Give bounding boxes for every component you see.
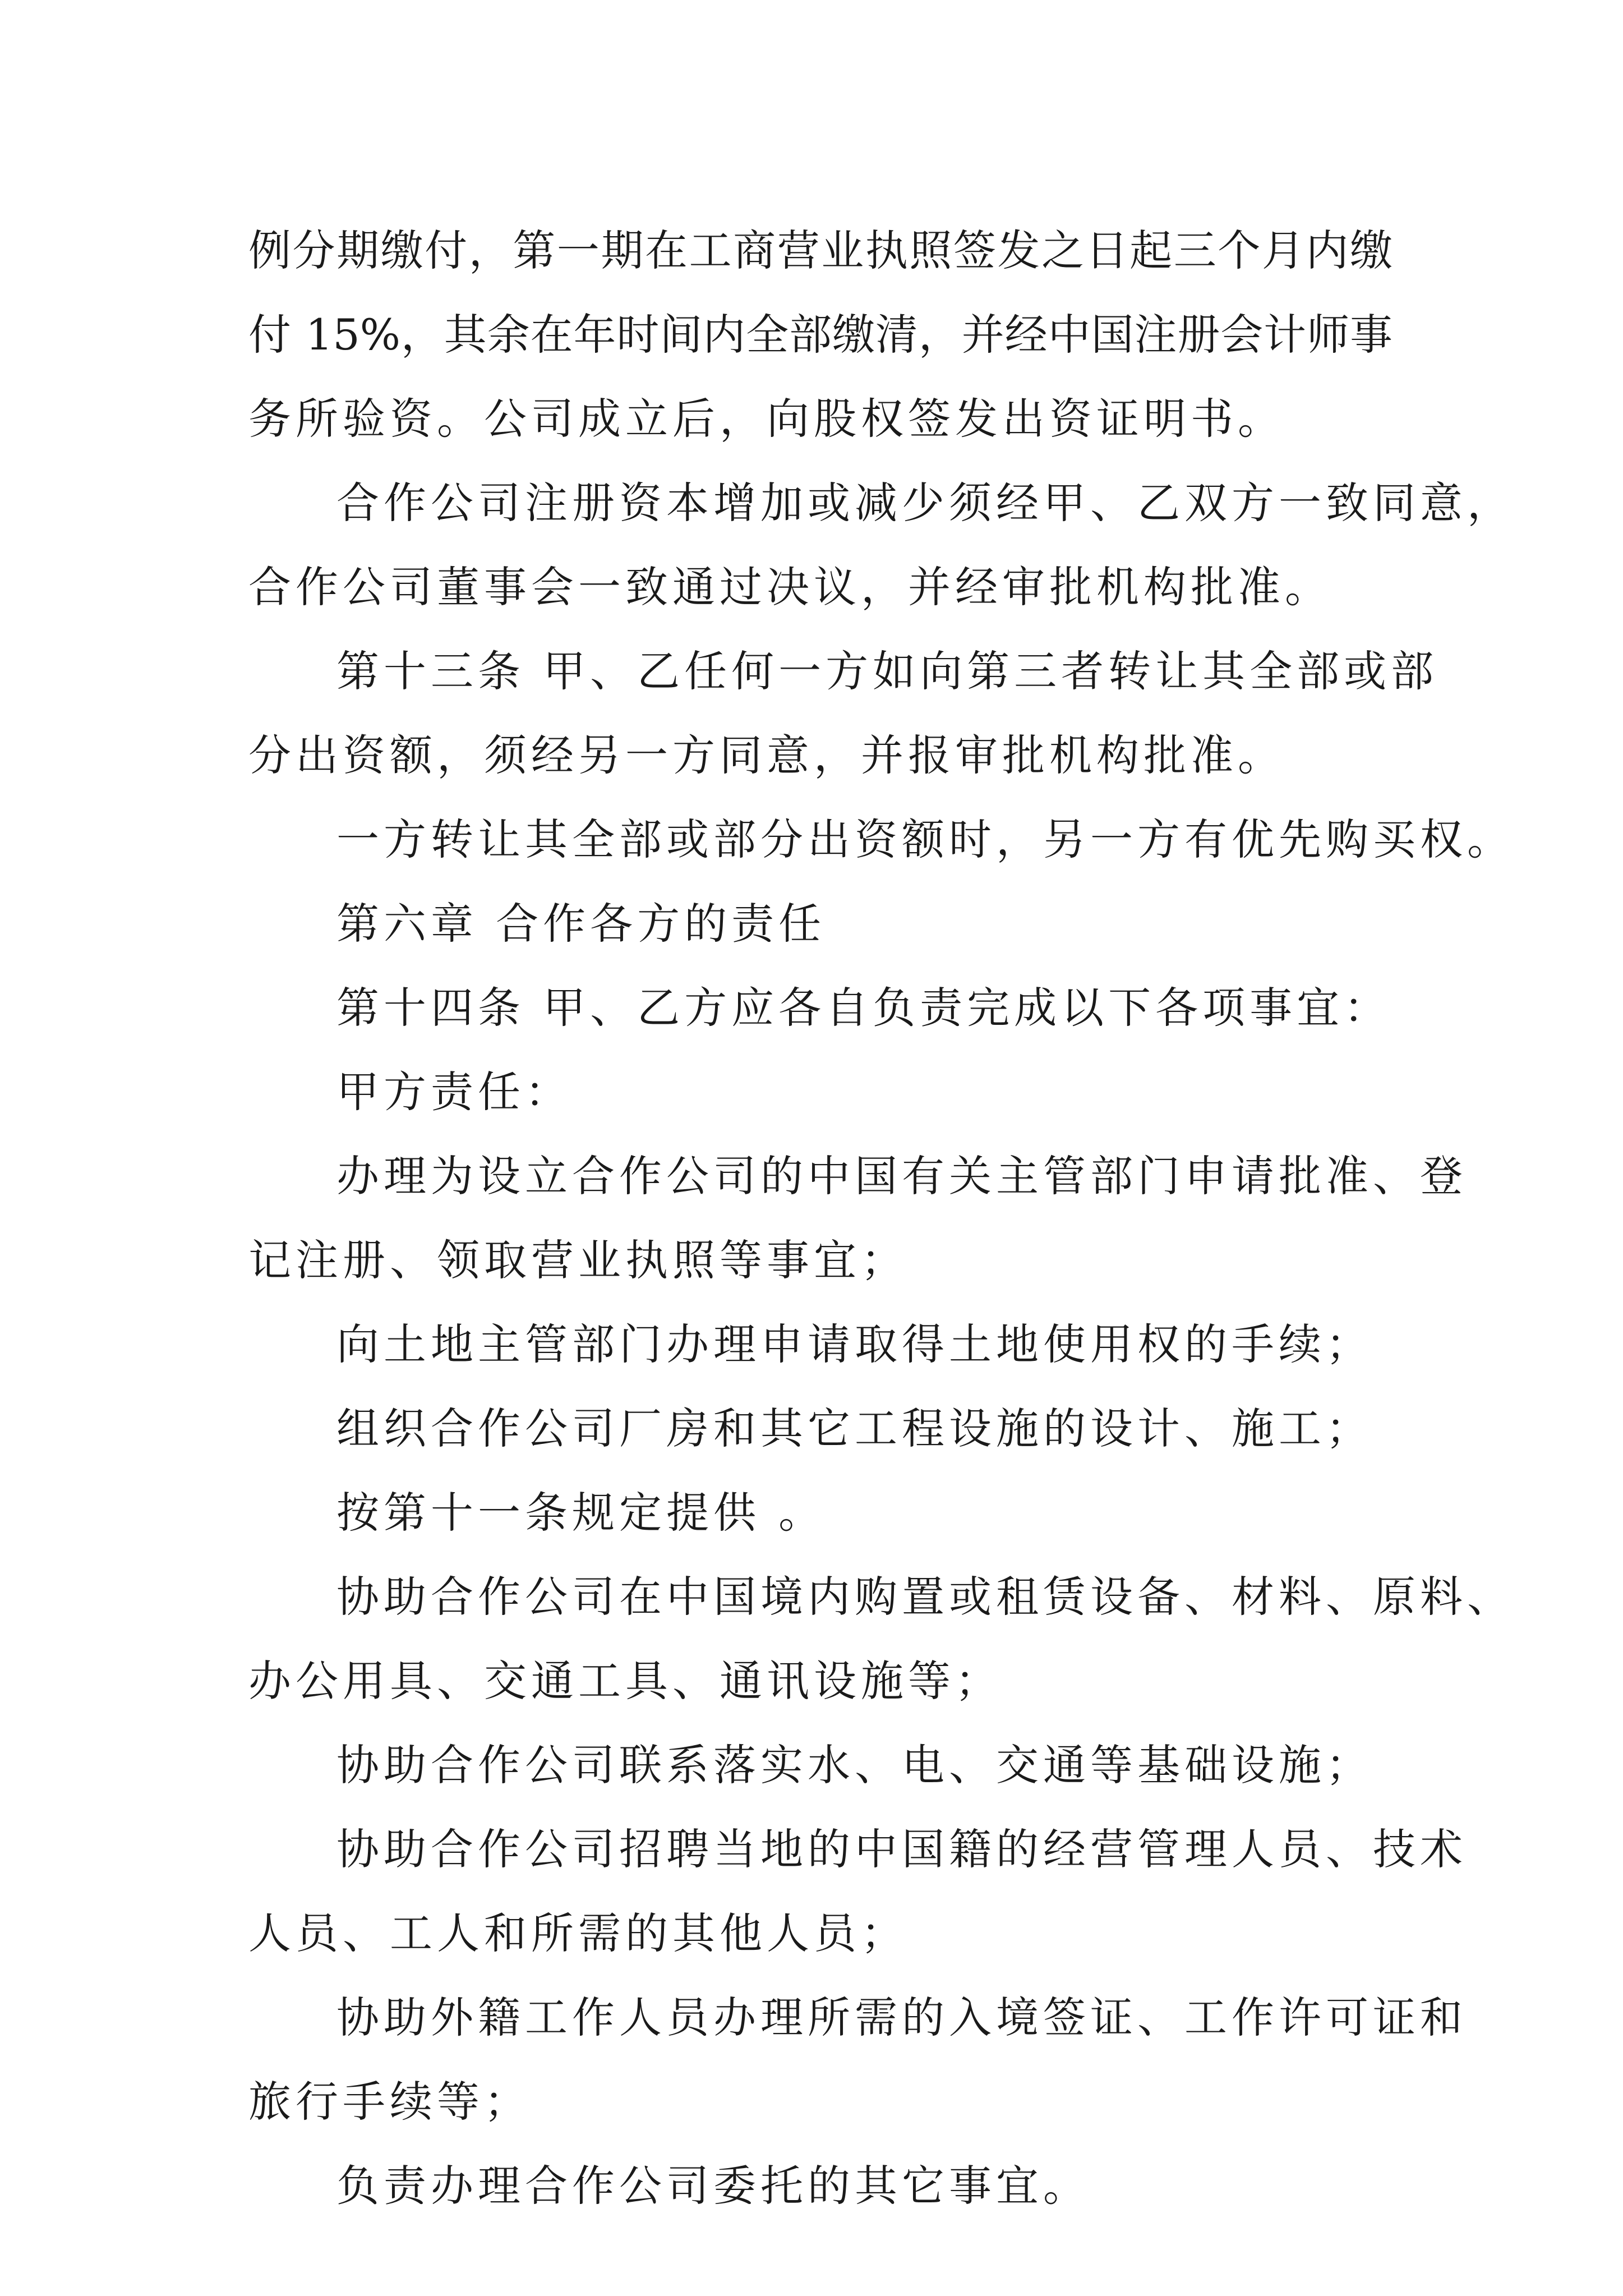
article-14-line: 第十四条 甲、乙方应各自负责完成以下各项事宜： [336, 983, 1391, 1033]
paragraph-line: 按第十一条规定提供 。 [336, 1488, 826, 1538]
paragraph-line: 办理为设立合作公司的中国有关主管部门申请批准、登 [336, 1151, 1467, 1201]
article-13-line: 第十三条 甲、乙任何一方如向第三者转让其全部或部 [336, 646, 1438, 696]
paragraph-line: 负责办理合作公司委托的其它事宜。 [336, 2161, 1090, 2211]
paragraph-line: 付 15%，其余在年时间内全部缴清，并经中国注册会计师事 [248, 310, 1393, 360]
paragraph-line: 人员、工人和所需的其他人员； [248, 1908, 908, 1958]
paragraph-line: 旅行手续等； [248, 2077, 531, 2127]
chapter-heading: 第六章 合作各方的责任 [336, 899, 826, 949]
paragraph-line: 协助合作公司在中国境内购置或租赁设备、材料、原料、 [336, 1572, 1514, 1622]
paragraph-line: 办公用具、交通工具、通讯设施等； [248, 1656, 1002, 1706]
paragraph-line: 合作公司董事会一致通过决议，并经审批机构批准。 [248, 562, 1332, 612]
section-heading: 甲方责任： [336, 1067, 572, 1117]
paragraph-line: 协助合作公司联系落实水、电、交通等基础设施； [336, 1740, 1373, 1790]
paragraph-line: 协助外籍工作人员办理所需的入境签证、工作许可证和 [336, 1993, 1467, 2042]
paragraph-line: 组织合作公司厂房和其它工程设施的设计、施工； [336, 1404, 1373, 1453]
paragraph-line: 分出资额，须经另一方同意，并报审批机构批准。 [248, 730, 1285, 780]
paragraph-line: 合作公司注册资本增加或减少须经甲、乙双方一致同意， [336, 478, 1514, 528]
paragraph-line: 协助合作公司招聘当地的中国籍的经营管理人员、技术 [336, 1824, 1467, 1874]
document-body [248, 209, 1514, 2228]
paragraph-line: 务所验资。公司成立后，向股权签发出资证明书。 [248, 394, 1285, 444]
paragraph-line: 一方转让其全部或部分出资额时，另一方有优先购买权。 [336, 815, 1514, 864]
paragraph-line: 例分期缴付，第一期在工商营业执照签发之日起三个月内缴 [248, 226, 1393, 275]
paragraph-line: 记注册、领取营业执照等事宜； [248, 1235, 908, 1285]
paragraph-line: 向土地主管部门办理申请取得土地使用权的手续； [336, 1319, 1373, 1369]
